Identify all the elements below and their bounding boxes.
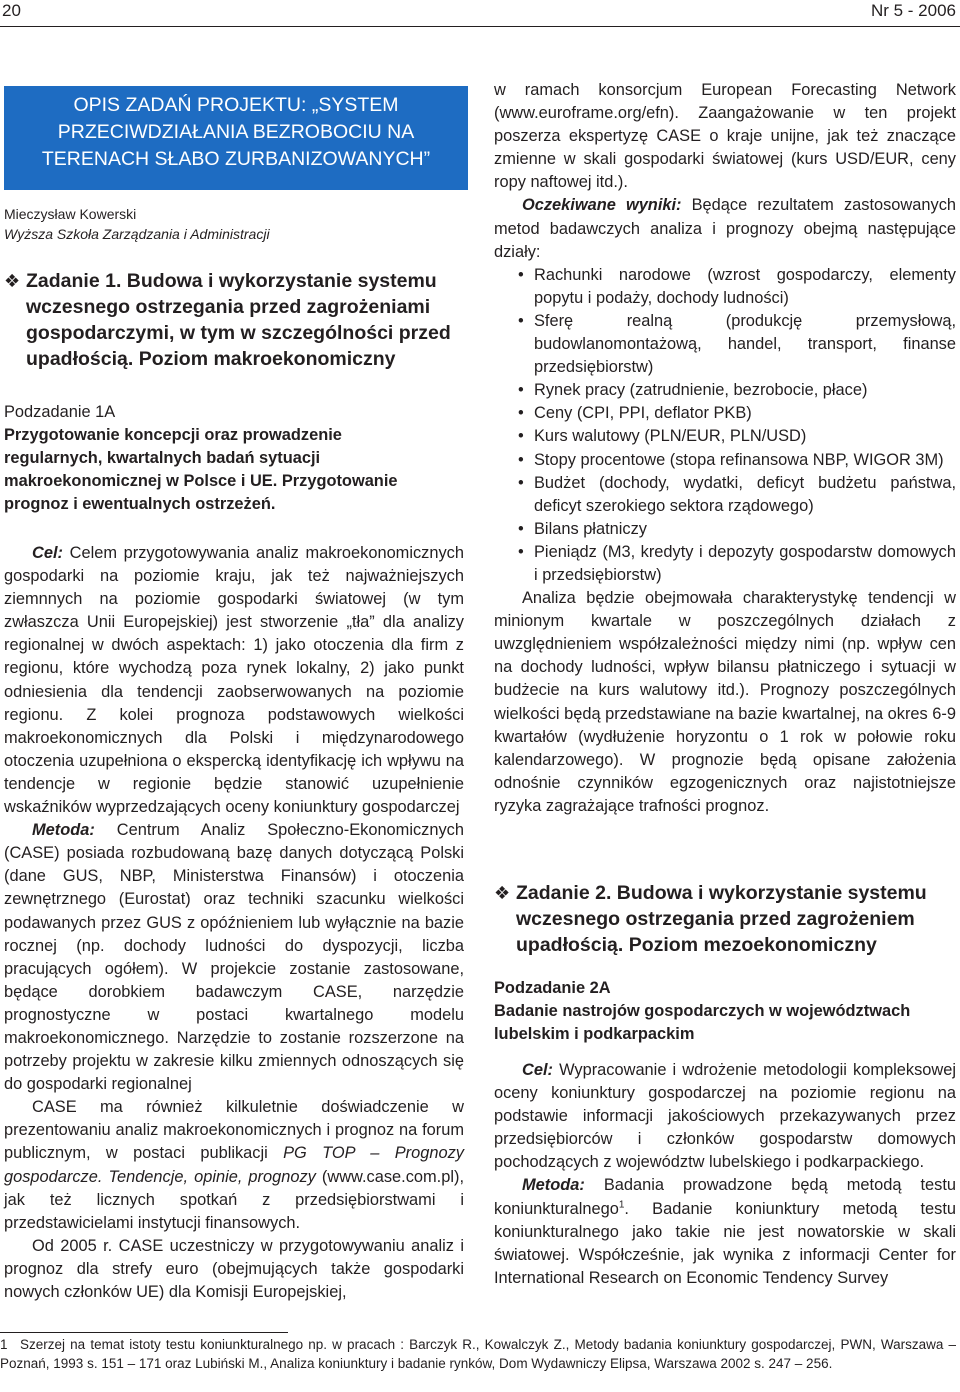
- cel-2-label: Cel:: [522, 1061, 553, 1079]
- wyniki-text: Będące rezultatem zastosowanych metod badawczych analiza i prognozy obejmą następujące działy:: [494, 196, 957, 261]
- task-1-line: wczesnego ostrzegania przed zagrożeniami: [26, 296, 431, 318]
- footnote: [0, 1335, 956, 1373]
- continuation-paragraph: w ramach konsorcjum European Forecasting Network (www.euroframe.org/efn). Zaangażowanie w ten projekt poszerza ekspertyzę CASE o kraje unijne, jak też znaczące zmienne w skali gospodarki światowej (kurs USD/EUR, ceny ropy naftowej itd.).: [494, 81, 956, 192]
- subtask-2a-line: Badanie nastrojów gospodarczych w województwach: [494, 1002, 911, 1020]
- task-1-heading: [4, 268, 474, 372]
- footnote-rule: [0, 1332, 288, 1333]
- issue-label: Nr 5 - 2006: [870, 1, 956, 20]
- list-item: • Pieniądz (M3, kredyty i depozyty gospodarstw domowych i przedsiębiorstw): [494, 541, 956, 587]
- wyniki-paragraph: [494, 194, 956, 263]
- footnote-number: 1: [0, 1337, 8, 1352]
- metoda-2-label: Metoda:: [522, 1176, 585, 1195]
- cel-label: Cel:: [32, 544, 63, 562]
- subtask-2a-line: lubelskim i podkarpackim: [494, 1025, 695, 1043]
- wyniki-label: Oczekiwane wyniki:: [522, 196, 682, 215]
- author-affiliation: Wyższa Szkoła Zarządzania i Administracji: [4, 226, 270, 242]
- case-text: (www.case.com.pl), jak też licznych spotkań z przedsiębiorstwami i przedstawicielami instytucji finansowych.: [4, 1167, 465, 1232]
- subtask-1a-line: Przygotowanie koncepcji oraz prowadzenie: [4, 426, 342, 444]
- list-item: • Rachunki narodowe (wzrost gospodarczy, elementy popytu i podaży, dochody ludności): [494, 264, 956, 310]
- cel-2-paragraph: [494, 1059, 956, 1174]
- list-item: • Kurs walutowy (PLN/EUR, PLN/USD): [494, 425, 956, 448]
- list-item: • Sferę realną (produkcję przemysłową, budowlanomontażową, handel, transport, finanse przedsiębiorstw): [494, 310, 956, 379]
- analiza-paragraph: Analiza będzie obejmowała charakterystykę tendencji w minionym kwartale w poszczególnych działach z uwzględnieniem współzależności między nimi (np. wpływ cen na dochody ludności, wpływ bilansu płatniczego i sytuacji w budżecie na kurs walutowy itd.). Prognozy poszczególnych wielkości będą przedstawiane na bazie kwartalnej, na okres 6-9 kwartałów (wydłużenie horyzontu o 1 rok w połowie roku kalendarzowego). W prognozie będą opisane założenia odnośnie czynników egzogenicznych oraz najistotniejsze ryzyka zagrażające trafności prognoz.: [494, 589, 956, 815]
- cel-paragraph: [4, 542, 464, 819]
- task-1-line: Zadanie 1. Budowa i wykorzystanie systemu: [26, 270, 437, 292]
- list-item: • Bilans płatniczy: [494, 518, 956, 541]
- case-text: CASE ma również kilkuletnie doświadczenie w prezentowaniu analiz makroekonomicznych i prognoz na forum publicznym, w postaci publikacji: [4, 1098, 464, 1163]
- page-number: 20: [2, 1, 21, 20]
- title-line: OPIS ZADAŃ PROJEKTU: „SYSTEM: [73, 94, 399, 116]
- metoda-2-text: Badania prowadzone będą metodą testu koniunkturalnego: [494, 1176, 956, 1218]
- list-item: • Budżet (dochody, wydatki, deficyt budżetu państwa, deficyt szerokiego sektora rządowego): [494, 472, 956, 518]
- result-list: [494, 264, 956, 587]
- diamond-bullet-icon: ❖: [4, 271, 21, 291]
- metoda-text: Centrum Analiz Społeczno-Ekonomicznych (CASE) posiada rozbudowaną bazę danych dotyczącą Polski (dane GUS, NBP, Ministerstwa Finansów) i otoczenia zewnętrznego (Eurostat) oraz techniki szacunku wielkości podawanych przez GUS z opóźnieniem lub wyłącznie na bazie rocznej (np. dochody ludności do dyspozycji, liczba pracujących ogółem). W projekcie zostanie zastosowane, będące dorobkiem badawczym CASE, narzędzie prognostyczne w postaci kwartalnego modelu makroekonomicznego. Narzędzie to zostanie rozszerzone na potrzeby projektu w zakresie kilku zmiennych odnoszących się do gospodarki regionalnej: [4, 821, 464, 1094]
- task-2-line: Zadanie 2. Budowa i wykorzystanie systemu: [516, 882, 927, 904]
- subtask-2a-label: Podzadanie 2A: [494, 979, 611, 997]
- right-column-lower: [494, 1059, 956, 1290]
- case-publication-title: PG TOP – Prognozy gospodarcze. Tendencje, opinie, prognozy: [4, 1144, 464, 1186]
- task-2-line: wczesnego ostrzegania przed zagrożeniem: [516, 908, 915, 930]
- list-item: • Rynek pracy (zatrudnienie, bezrobocie, płace): [494, 379, 956, 402]
- right-column: [494, 79, 956, 818]
- left-column: [4, 542, 464, 1304]
- task-2-heading: [494, 880, 956, 958]
- footnote-ref: 1: [618, 1199, 625, 1211]
- running-header: [0, 0, 960, 28]
- article-title: [4, 92, 468, 173]
- subtask-1a-line: prognoz i ewentualnych ostrzeżeń.: [4, 495, 276, 513]
- subtask-1a-line: makroekonomicznej w Polsce i UE. Przygotowanie: [4, 472, 398, 490]
- metoda-2-paragraph: [494, 1174, 956, 1289]
- author-name: Mieczysław Kowerski: [4, 206, 137, 222]
- title-line: TERENACH SŁABO ZURBANIZOWANYCH”: [41, 148, 431, 170]
- cel-2-text: Wypracowanie i wdrożenie metodologii kompleksowej oceny koniunktury gospodarczej na poziomie regionu na podstawie informacji jakościowych przekazywanych przez przedsiębiorców i członków gospodarstw domowych pochodzących z województw lubelskiego i podkarpackiego.: [494, 1061, 956, 1172]
- od-2005-paragraph: Od 2005 r. CASE uczestniczy w przygotowywaniu analiz i prognoz dla strefy euro (obejmujących także gospodarki nowych członków UE) dla Komisji Europejskiej,: [4, 1236, 464, 1301]
- metoda-paragraph: [4, 819, 464, 1096]
- title-line: PRZECIWDZIAŁANIA BEZROBOCIU NA: [57, 121, 415, 143]
- cel-text: Celem przygotowywania analiz makroekonomicznych gospodarki na poziomie kraju, jak też najważniejszych ziemnnych na poziomie gospodarki światowej (w tym zwłaszcza Unii Europejskiej) jest stworzenie „tła” dla analizy regionalnej w dwóch aspektach: 1) jako otoczenia dla firm z regionu, które wychodzą poza rynek lokalny, 2) jako punkt odniesienia dla tendencji zaobserwowanych na poziomie regionu. Z kolei prognoza podstawowych wielkości makroekonomicznych dla Polski i międzynarodowego otoczenia uzupełniona o ekspercką identyfikację ich wpływu na tendencje w regionie będzie stanowić uzupełnienie wskaźników wyprzedzających oceny koniunktury gospodarczej: [4, 544, 464, 817]
- subtask-1a-label: Podzadanie 1A: [4, 403, 116, 421]
- footnote-text: Szerzej na temat istoty testu koniunkturalnego np. w pracach : Barczyk R., Kowalczyk Z., Metody badania koniunktury gospodarczej, PWN, Warszawa – Poznań, 1993 s. 151 – 171 oraz Lubiński M., Analiza koniunktury i badanie rynków, Dom Wydawniczy Elipsa, Warszawa 2002 s. 247 – 256.: [0, 1337, 956, 1371]
- subtask-1a-line: regularnych, kwartalnych badań sytuacji: [4, 449, 321, 467]
- task-1-line: gospodarczymi, w tym w szczególności przed: [26, 322, 451, 344]
- list-item: • Ceny (CPI, PPI, deflator PKB): [494, 402, 956, 425]
- task-2-line: upadłością. Poziom mezoekonomiczny: [516, 934, 877, 956]
- header-rule: [0, 26, 960, 27]
- metoda-label: Metoda:: [32, 821, 95, 840]
- task-1-line: upadłością. Poziom makroekonomiczny: [26, 348, 396, 370]
- case-paragraph: [4, 1096, 464, 1235]
- subtask-2a: [494, 977, 956, 1046]
- diamond-bullet-icon: ❖: [494, 883, 511, 903]
- subtask-1a: [4, 401, 474, 516]
- metoda-2-text: . Badanie koniunktury metodą testu koniunkturalnego jako takie nie jest nowatorskie w skali światowej. Współcześnie, jak wynika z informacji Center for International Research on Economic Tendency Survey: [494, 1199, 956, 1287]
- list-item: • Stopy procentowe (stopa refinansowa NBP, WIGOR 3M): [494, 449, 956, 472]
